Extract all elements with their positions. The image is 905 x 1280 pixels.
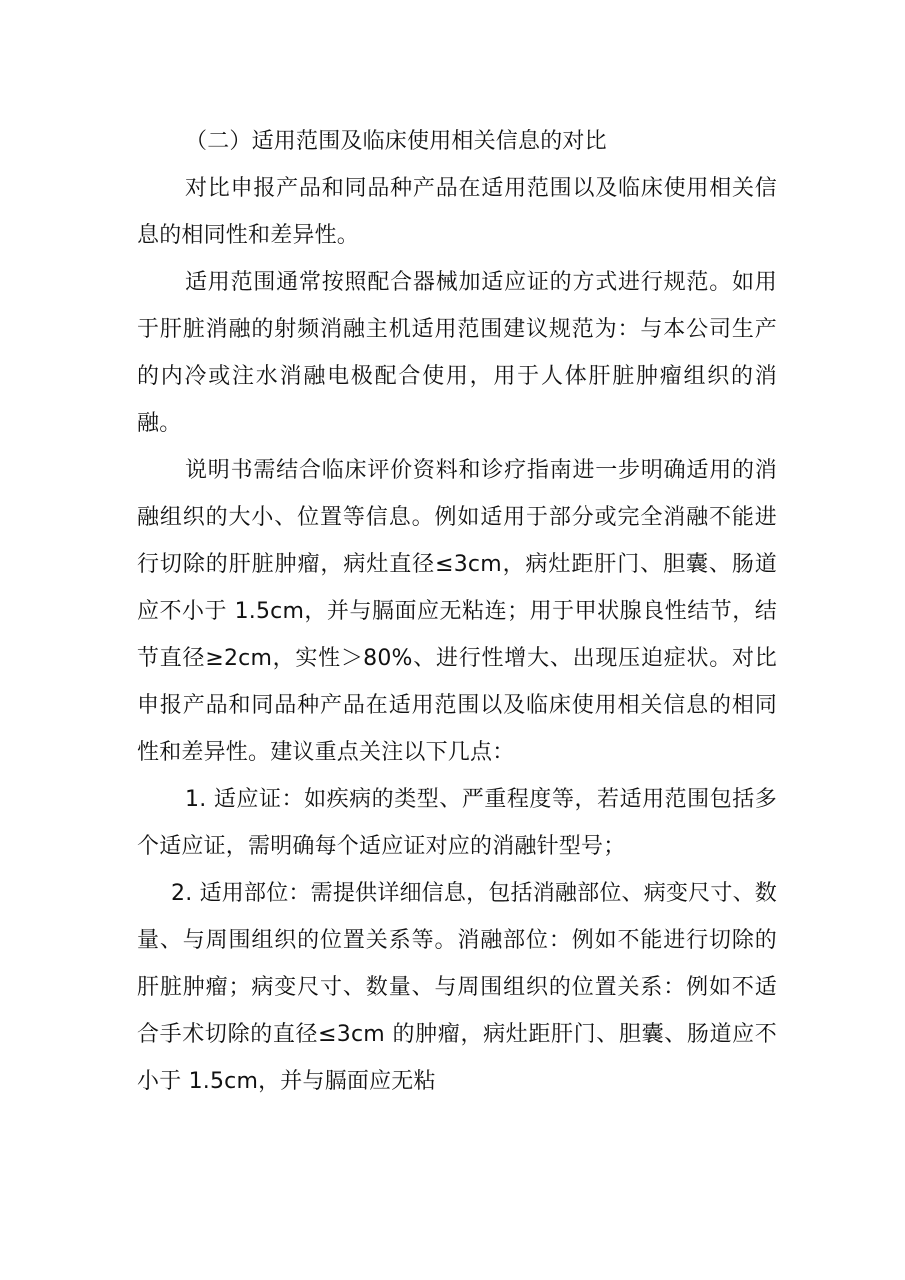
list-item-applicable-sites: 2. 适用部位：需提供详细信息，包括消融部位、病变尺寸、数量、与周围组织的位置关系等。消融部位：例如不能进行切除的肝脏肿瘤；病变尺寸、数量、与周围组织的位置关系：例如不适合手术切除的直径≤3cm 的肿瘤，病灶距肝门、胆囊、肠道应不小于 1.5cm，并与膈面应无粘 (137, 881, 777, 1094)
section-heading: （二）适用范围及临床使用相关信息的对比 (185, 129, 607, 154)
paragraph-instructions-details: 说明书需结合临床评价资料和诊疗指南进一步明确适用的消融组织的大小、位置等信息。例如适用于部分或完全消融不能进行切除的肝脏肿瘤，病灶直径≤3cm，病灶距肝门、胆囊、肠道应不小于 1.5cm，并与膈面应无粘连；用于甲状腺良性结节，结节直径≥2cm，实性＞80%、进行性增大、出现压迫症状。对比申报产品和同品种产品在适用范围以及临床使用相关信息的相同性和差异性。建议重点关注以下几点： (137, 458, 777, 765)
paragraph-comparison-intro: 对比申报产品和同品种产品在适用范围以及临床使用相关信息的相同性和差异性。 (137, 176, 777, 248)
paragraph-scope-definition: 适用范围通常按照配合器械加适应证的方式进行规范。如用于肝脏消融的射频消融主机适用范围建议规范为：与本公司生产的内冷或注水消融电极配合使用，用于人体肝脏肿瘤组织的消融。 (137, 270, 777, 436)
document-page (137, 118, 777, 1105)
list-item-indications: 1. 适应证：如疾病的类型、严重程度等，若适用范围包括多个适应证，需明确每个适应证对应的消融针型号； (137, 787, 777, 859)
